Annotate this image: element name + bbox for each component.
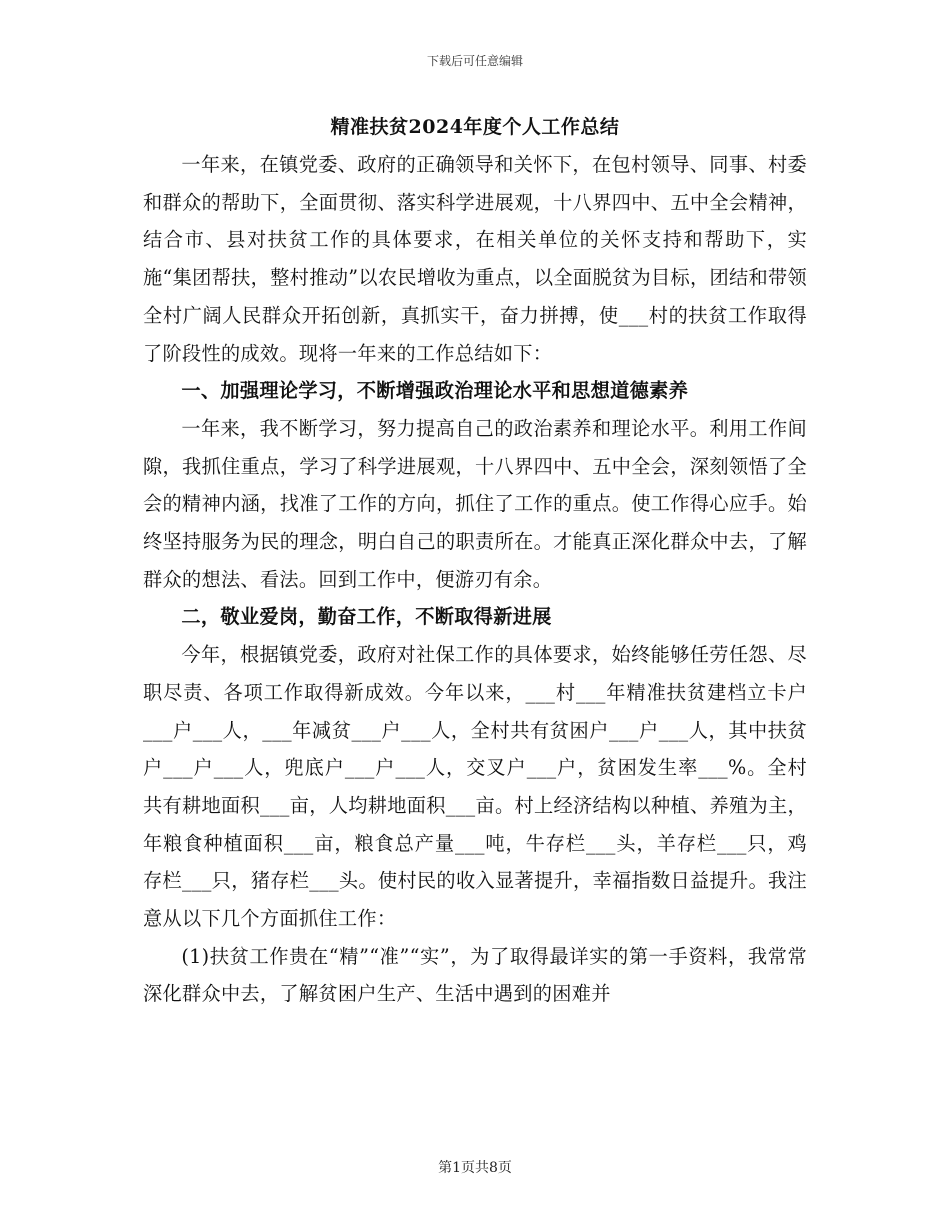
page-header-note: 下载后可任意编辑 [426, 54, 523, 68]
document-title: 精准扶贫2024年度个人工作总结 [330, 116, 620, 138]
section-2-heading: 二，敬业爱岗，勤奋工作，不断取得新进展 [181, 605, 552, 629]
list-item-1: (1)扶贫工作贵在“精”“准”“实”，为了取得最详实的第一手资料，我常常深化群众中去，了解贫困户生产、生活中遇到的困难并 [143, 944, 807, 1006]
section-1-paragraph: 一年来，我不断学习，努力提高自己的政治素养和理论水平。利用工作间隙，我抓住重点，学习了科学进展观，十八界四中、五中全会，深刻领悟了全会的精神内涵，找准了工作的方向，抓住了工作的重点。使工作得心应手。始终坚持服务为民的理念，明白自己的职责所在。才能真正深化群众中去，了解群众的想法、看法。回到工作中，便游刃有余。 [143, 416, 807, 591]
page-number-footer: 第1页共8页 [438, 1160, 512, 1176]
intro-paragraph: 一年来，在镇党委、政府的正确领导和关怀下，在包村领导、同事、村委和群众的帮助下，全面贯彻、落实科学进展观，十八界四中、五中全会精神，结合市、县对扶贫工作的具体要求，在相关单位的关怀支持和帮助下，实施“集团帮扶，整村推动”以农民增收为重点，以全面脱贫为目标，团结和带领全村广阔人民群众开拓创新，真抓实干，奋力拼搏，使___村的扶贫工作取得了阶段性的成效。现将一年来的工作总结如下： [143, 153, 807, 365]
section-1-heading: 一、加强理论学习，不断增强政治理论水平和思想道德素养 [181, 379, 689, 403]
document-body [143, 108, 807, 1013]
section-2-paragraph: 今年，根据镇党委，政府对社保工作的具体要求，始终能够任劳任怨、尽职尽责、各项工作取得新成效。今年以来，___村___年精准扶贫建档立卡户___户___人，___年减贫___户___人，全村共有贫困户___户___人，其中扶贫户___户___人，兜底户___户___人，交叉户___户，贫困发生率___%。全村共有耕地面积___亩，人均耕地面积___亩。村上经济结构以种植、养殖为主，年粮食种植面积___亩，粮食总产量___吨，牛存栏___头，羊存栏___只，鸡存栏___只，猪存栏___头。使村民的收入显著提升，幸福指数日益提升。我注意从以下几个方面抓住工作： [143, 643, 807, 931]
